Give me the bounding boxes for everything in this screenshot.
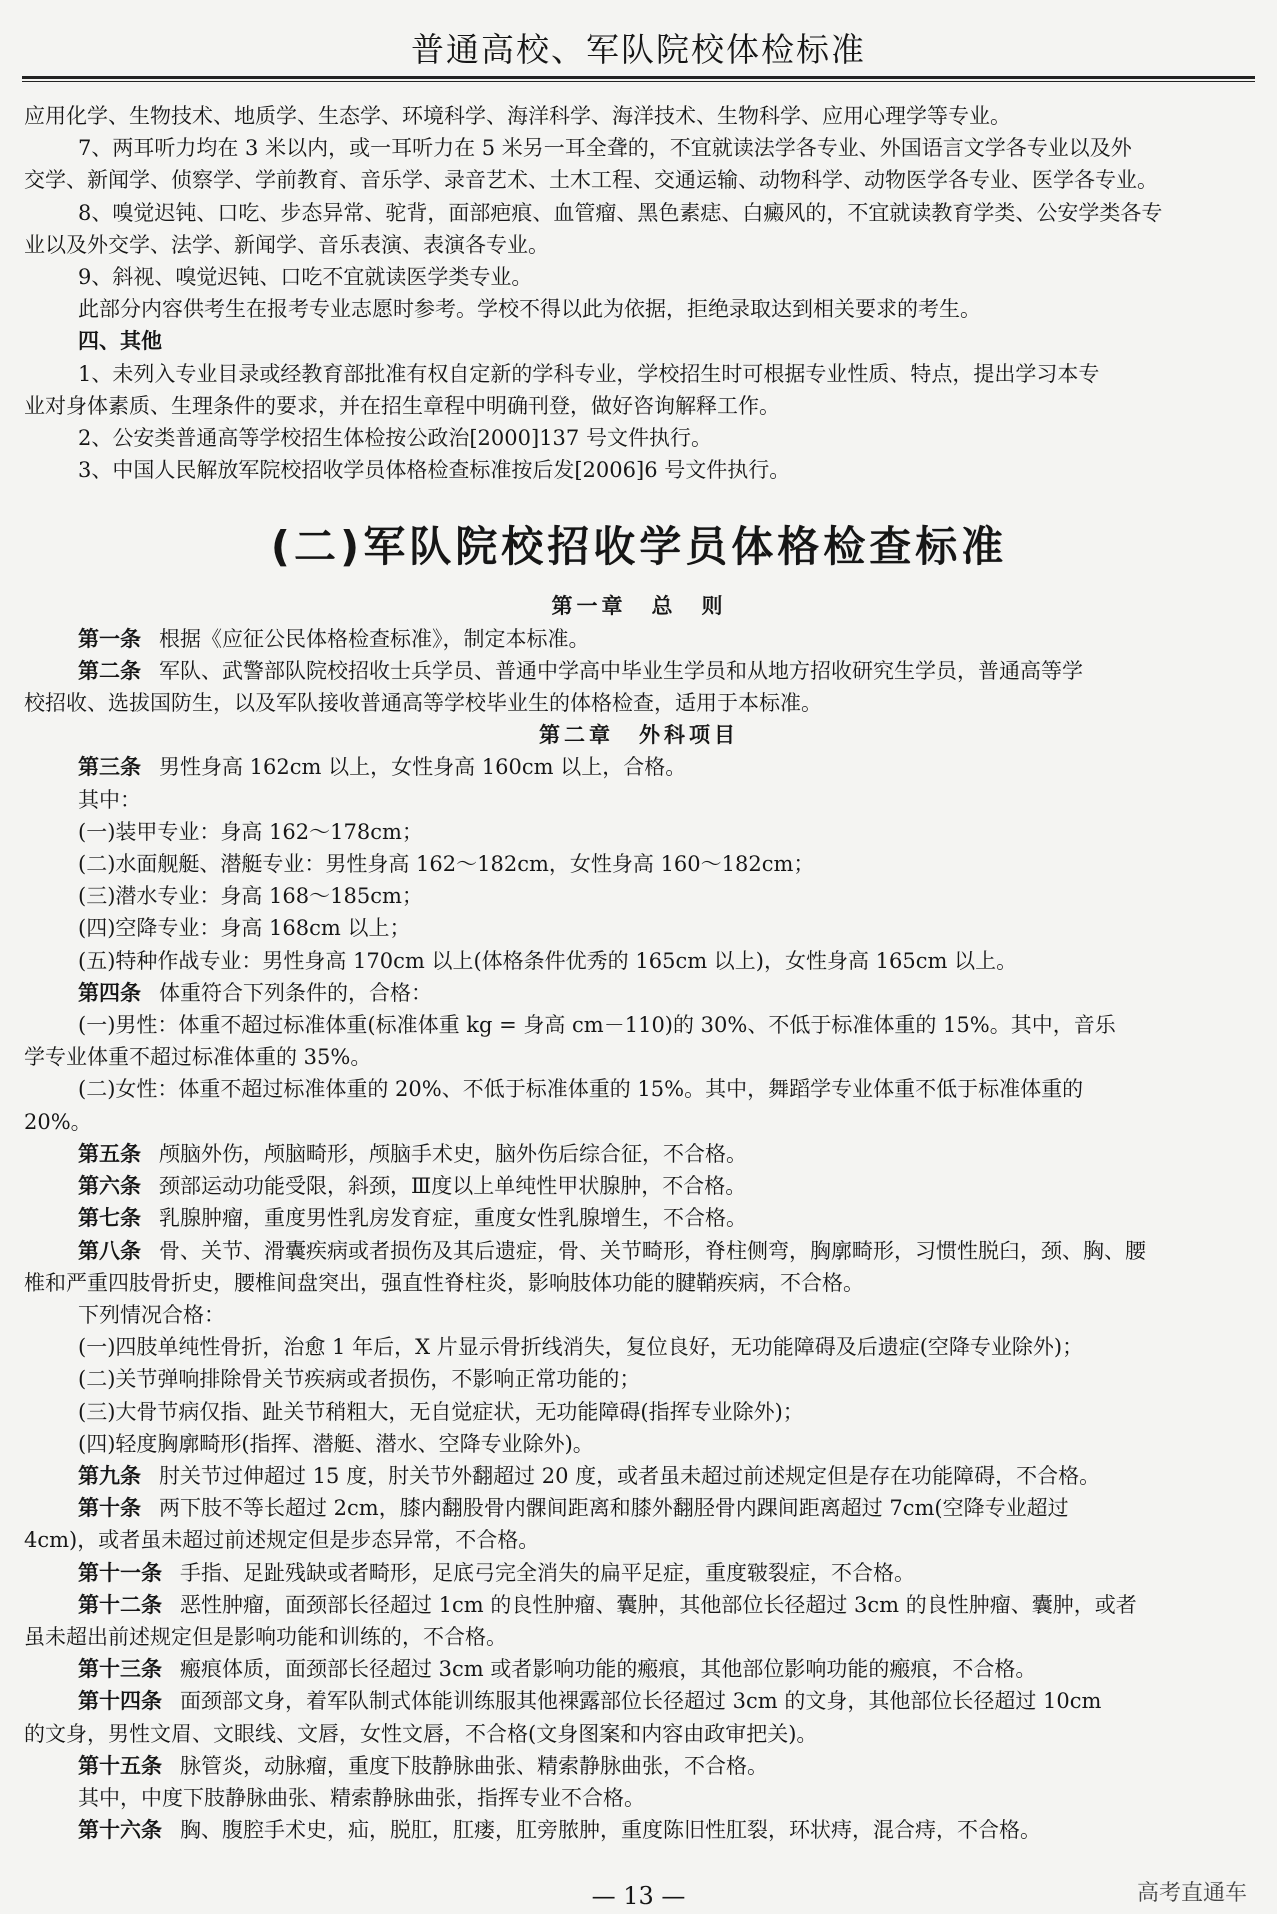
line: 校招收、选拔国防生，以及军队接收普通高等学校毕业生的体格检查，适用于本标准。 [24,691,822,716]
article-label: 第三条 [78,754,141,780]
line: 4cm)，或者虽未超过前述规定但是步态异常，不合格。 [24,1528,540,1553]
line: 1、未列入专业目录或经教育部批准有权自定新的学科专业，学校招生时可根据专业性质、特点，提出学习本专 [78,361,1100,386]
article-label: 第十一条 [78,1559,162,1585]
article [24,1460,1254,1492]
article-text: 军队、武警部队院校招收士兵学员、普通中学高中毕业生学员和从地方招收研究生学员，普通高等学 [159,658,1083,683]
list-item: (五)特种作战专业：男性身高 170cm 以上(体格条件优秀的 165cm 以上)，女性身高 165cm 以上。 [78,948,1018,973]
list-item: (二)水面舰艇、潜艇专业：男性身高 162～182cm，女性身高 160～182cm； [78,852,815,877]
line: 业对身体素质、生理条件的要求，并在招生章程中明确刊登，做好咨询解释工作。 [24,393,780,418]
article-label: 第十条 [78,1495,141,1521]
article [24,1492,1254,1524]
article-text: 胸、腹腔手术史，疝，脱肛，肛瘘，肛旁脓肿，重度陈旧性肛裂，环状痔，混合痔，不合格。 [180,1818,1041,1843]
line: 交学、新闻学、侦察学、学前教育、音乐学、录音艺术、土木工程、交通运输、动物科学、动物医学各专业、医学各专业。 [24,168,1158,193]
header-rule-thin [22,81,1255,82]
line: 业以及外交学、法学、新闻学、音乐表演、表演各专业。 [24,232,549,257]
list-item: (二)关节弹响排除骨关节疾病或者损伤，不影响正常功能的； [78,1367,641,1392]
article-label: 第八条 [78,1237,141,1263]
article-text: 两下肢不等长超过 2cm，膝内翻股骨内髁间距离和膝外翻胫骨内踝间距离超过 7cm(空降专业超过 [159,1496,1069,1521]
article [24,623,1254,655]
article [24,1235,1254,1267]
article [24,1202,1254,1234]
article [24,1170,1254,1202]
line: 学专业体重不超过标准体重的 35%。 [24,1045,372,1070]
article [24,1814,1254,1846]
header-rule [22,76,1255,79]
article-label: 第十五条 [78,1752,162,1778]
article [24,751,1254,783]
article-label: 第十三条 [78,1656,162,1682]
line: 此部分内容供考生在报考专业志愿时参考。学校不得以此为依据，拒绝录取达到相关要求的考生。 [78,297,981,322]
line: 下列情况合格： [78,1302,225,1327]
page-header [0,0,1277,82]
line: 9、斜视、嗅觉迟钝、口吃不宜就读医学类专业。 [78,265,533,290]
line: 其中，中度下肢静脉曲张、精索静脉曲张，指挥专业不合格。 [78,1785,645,1810]
article-label: 第七条 [78,1205,141,1231]
article-label: 第十四条 [78,1688,162,1714]
list-item: (一)装甲专业：身高 162～178cm； [78,819,423,844]
section-title: (二)军队院校招收学员体格检查标准 [270,522,1008,572]
line: 的文身，男性文眉、文眼线、文唇，女性文唇，不合格(文身图案和内容由政审把关)。 [24,1721,818,1746]
article-text: 乳腺肿瘤，重度男性乳房发育症，重度女性乳腺增生，不合格。 [159,1206,747,1231]
article [24,977,1254,1009]
list-item: (三)大骨节病仅指、趾关节稍粗大，无自觉症状，无功能障碍(指挥专业除外)； [78,1399,804,1424]
article-text: 瘢痕体质，面颈部长径超过 3cm 或者影响功能的瘢痕，其他部位影响功能的瘢痕，不合格。 [180,1657,1037,1682]
list-item: (二)女性：体重不超过标准体重的 20%、不低于标准体重的 15%。其中，舞蹈学专业体重不低于标准体重的 [78,1077,1084,1102]
article-text: 男性身高 162cm 以上，女性身高 160cm 以上，合格。 [159,755,687,780]
article-label: 第六条 [78,1173,141,1199]
article-label: 第一条 [78,625,141,651]
article-text: 颅脑外伤，颅脑畸形，颅脑手术史，脑外伤后综合征，不合格。 [159,1141,747,1166]
header-title: 普通高校、军队院校体检标准 [411,30,866,69]
article-text: 脉管炎，动脉瘤，重度下肢静脉曲张、精索静脉曲张，不合格。 [180,1753,768,1778]
list-item: (三)潜水专业：身高 168～185cm； [78,884,423,909]
line: 3、中国人民解放军院校招收学员体格检查标准按后发[2006]6 号文件执行。 [78,458,791,483]
line: 虽未超出前述规定但是影响功能和训练的，不合格。 [24,1624,507,1649]
article [24,1750,1254,1782]
article-text: 骨、关节、滑囊疾病或者损伤及其后遗症，骨、关节畸形，脊柱侧弯，胸廓畸形，习惯性脱臼，颈、胸、腰 [159,1238,1146,1263]
article [24,1685,1254,1717]
article-label: 第九条 [78,1462,141,1488]
line: 20%。 [24,1109,92,1134]
chapter-heading: 第一章 总 则 [551,593,727,619]
page-number: — 13 — [591,1882,686,1910]
article [24,1138,1254,1170]
article-text: 颈部运动功能受限，斜颈，Ⅲ度以上单纯性甲状腺肿，不合格。 [159,1174,747,1199]
chapter-heading: 第二章 外科项目 [539,722,739,748]
article-text: 手指、足趾残缺或者畸形，足底弓完全消失的扁平足症，重度皲裂症，不合格。 [180,1560,915,1585]
document-body [24,100,1254,1846]
article-text: 体重符合下列条件的，合格： [159,980,432,1005]
article-label: 第四条 [78,979,141,1005]
article [24,1653,1254,1685]
line: 2、公安类普通高等学校招生体检按公政治[2000]137 号文件执行。 [78,426,712,451]
subheading-other: 四、其他 [78,328,162,354]
article-label: 第二条 [78,657,141,683]
brand-watermark: 高考直通车 [1136,1881,1247,1906]
article-label: 第五条 [78,1140,141,1166]
list-item: (四)轻度胸廓畸形(指挥、潜艇、潜水、空降专业除外)。 [78,1431,594,1456]
article-label: 第十六条 [78,1817,162,1843]
line: 其中： [78,787,141,812]
list-item: (一)四肢单纯性骨折，治愈 1 年后，X 片显示骨折线消失，复位良好，无功能障碍及后遗症(空降专业除外)； [78,1335,1084,1360]
article-label: 第十二条 [78,1591,162,1617]
article-text: 肘关节过伸超过 15 度，肘关节外翻超过 20 度，或者虽未超过前述规定但是存在功能障碍，不合格。 [159,1463,1101,1488]
line: 应用化学、生物技术、地质学、生态学、环境科学、海洋科学、海洋技术、生物科学、应用心理学等专业。 [24,104,1011,128]
article-text: 恶性肿瘤，面颈部长径超过 1cm 的良性肿瘤、囊肿，其他部位长径超过 3cm 的良性肿瘤、囊肿，或者 [180,1592,1137,1617]
line: 椎和严重四肢骨折史，腰椎间盘突出，强直性脊柱炎，影响肢体功能的腱鞘疾病，不合格。 [24,1270,864,1295]
article-text: 面颈部文身，着军队制式体能训练服其他裸露部位长径超过 3cm 的文身，其他部位长径超过 10cm [180,1689,1102,1714]
article-text: 根据《应征公民体格检查标准》，制定本标准。 [159,626,590,651]
article [24,655,1254,687]
article [24,1557,1254,1589]
article [24,1589,1254,1621]
list-item: (一)男性：体重不超过标准体重(标准体重 kg = 身高 cm－110)的 30%、不低于标准体重的 15%。其中，音乐 [78,1013,1116,1038]
line: 8、嗅觉迟钝、口吃、步态异常、驼背，面部疤痕、血管瘤、黑色素痣、白癜风的，不宜就读教育学类、公安学类各专 [78,200,1163,225]
list-item: (四)空降专业：身高 168cm 以上； [78,916,411,941]
line: 7、两耳听力均在 3 米以内，或一耳听力在 5 米另一耳全聋的，不宜就读法学各专业、外国语言文学各专业以及外 [78,136,1132,161]
